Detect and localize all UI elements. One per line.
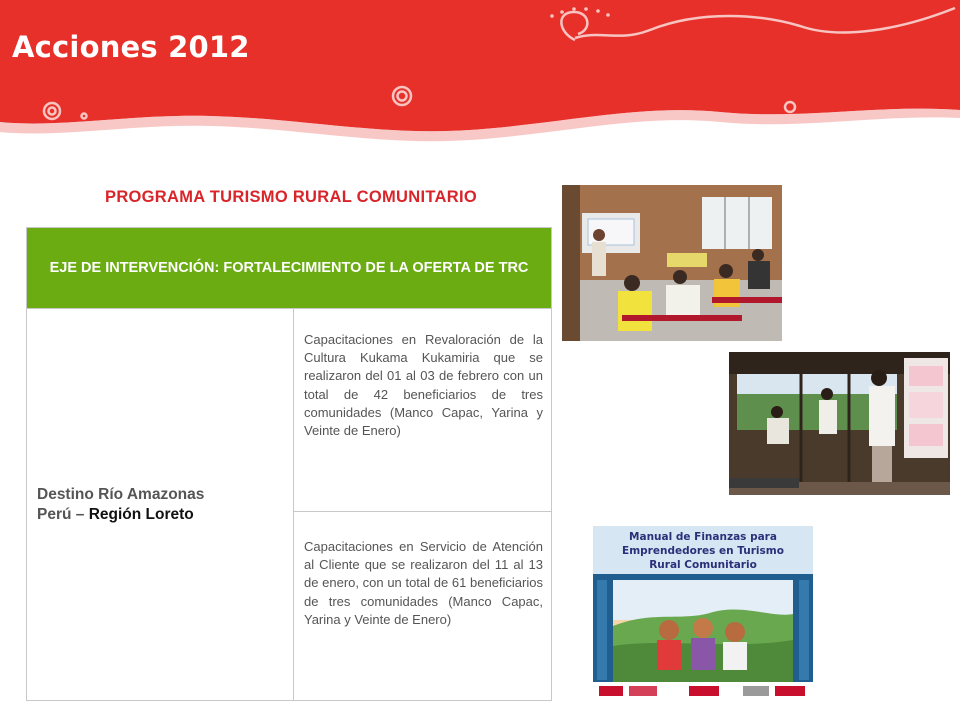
manual-title-line-2: Emprendedores en Turismo — [622, 545, 784, 557]
program-title: PROGRAMA TURISMO RURAL COMUNITARIO — [105, 188, 477, 206]
activity-cell-customer-service-training: Capacitaciones en Servicio de Atención al Cliente que se realizaron del 11 al 13 de enero, con un total de 61 beneficiarios de tres comunidades (Manco Capac, Yarina y Veinte de Enero) — [294, 512, 552, 701]
destination-separator: – — [71, 505, 89, 523]
photo-training-classroom — [562, 185, 782, 341]
destination-name: Destino Río Amazonas — [37, 485, 205, 503]
manual-title-line-1: Manual de Finanzas para — [629, 531, 777, 543]
destination-region-line — [37, 505, 283, 525]
destination-cell — [27, 309, 294, 701]
slide-title: Acciones 2012 — [12, 30, 250, 64]
intervention-axis-header: EJE DE INTERVENCIÓN: FORTALECIMIENTO DE LA OFERTA DE TRC — [27, 228, 552, 309]
manual-cover-image — [593, 526, 813, 700]
table-header-row — [27, 228, 552, 309]
intervention-table — [26, 227, 552, 701]
destination-country: Perú — [37, 505, 72, 523]
table-row — [27, 309, 552, 512]
photo-community-meeting — [729, 352, 950, 495]
manual-title-line-3: Rural Comunitario — [649, 559, 757, 571]
destination-region: Región Loreto — [88, 505, 194, 523]
activity-cell-culture-training: Capacitaciones en Revaloración de la Cultura Kukama Kukamiria que se realizaron del 01 al 03 de febrero con un total de 42 beneficiarios de tres comunidades (Manco Capac, Yarina y Veinte de Enero) — [294, 309, 552, 512]
header-banner — [0, 0, 960, 150]
